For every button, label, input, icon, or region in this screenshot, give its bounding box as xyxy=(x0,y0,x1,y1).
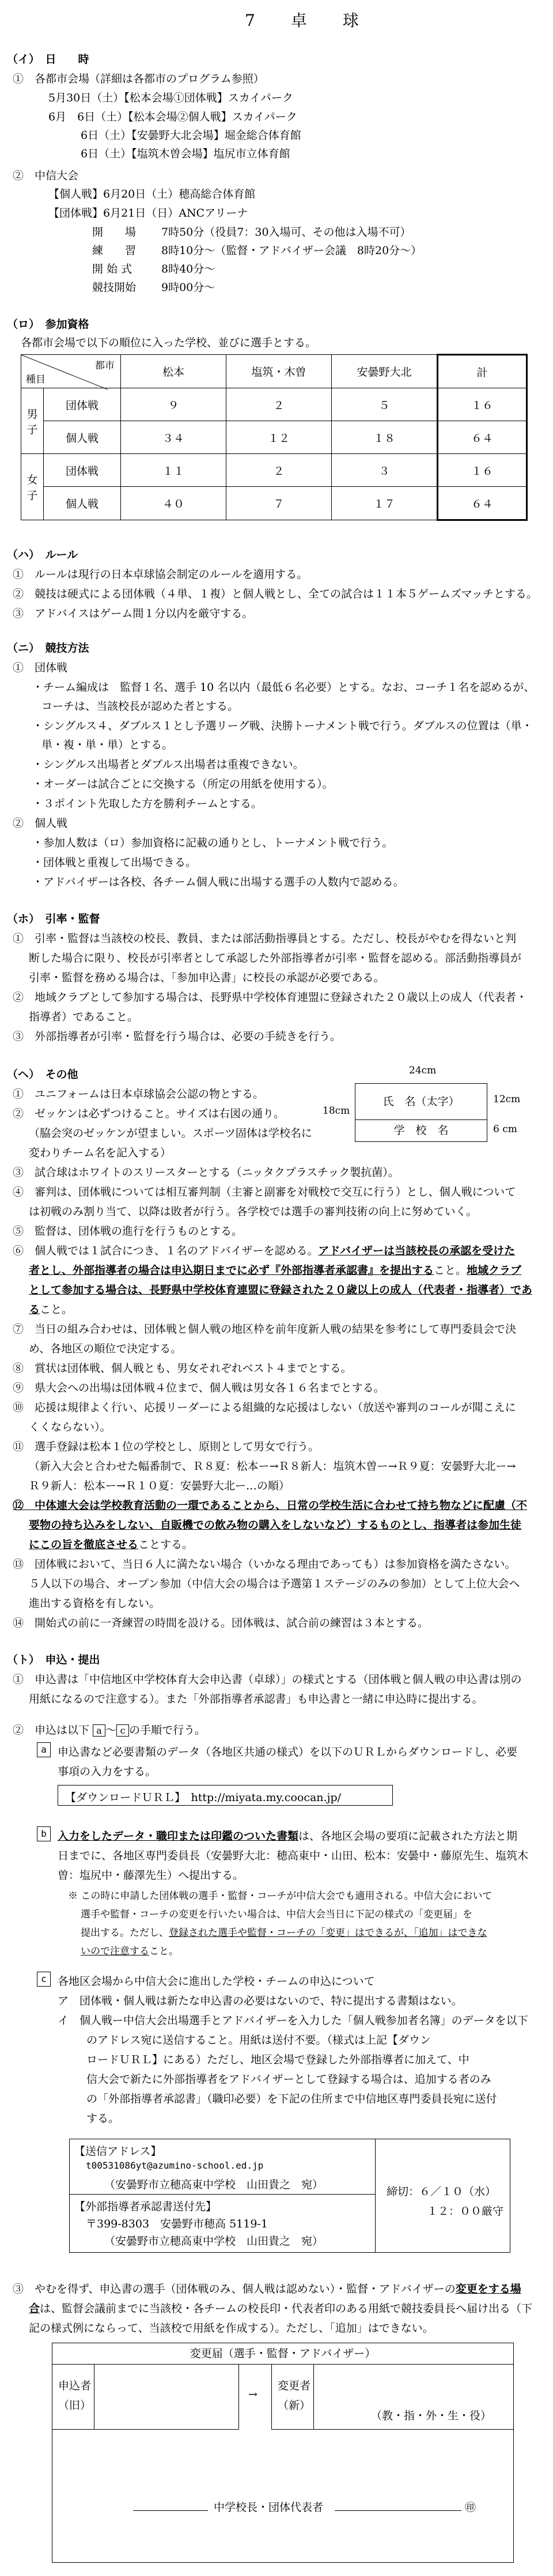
team-date: 【団体戦】6月21日（日）ANCアリーナ xyxy=(48,207,248,220)
section-datetime-heading: （イ） 日 時 xyxy=(7,53,89,66)
other-6c xyxy=(29,1281,532,1297)
step-a-1: 申込書など必要書類のデータ（各地区共通の様式）を以下のＵＲＬからダウンロードし、必要 xyxy=(58,1746,518,1758)
method-team-3: ・シングルス出場者とダブルス出場者は重複できない。 xyxy=(32,758,304,771)
rule-1: ① ルールは現行の日本卓球協会制定のルールを適用する。 xyxy=(13,568,308,581)
cell-total: ６４ xyxy=(438,421,527,454)
local-venues-label: ① 各都市会場（詳細は各都市のプログラム参照） xyxy=(13,73,264,85)
other-5: ⑤ 監督は、団体戦の進行を行うものとする。 xyxy=(13,1225,243,1238)
group-girls: 女子 xyxy=(21,454,44,520)
step-b-note-1: ※ この時に申請した団体戦の選手・監督・コーチが中信大会でも適用される。中信大会において xyxy=(68,1890,493,1902)
schedule-open-label: 開 場 xyxy=(92,226,137,239)
other-12b: 要物の持ち込みをしない、自販機での飲み物の購入をしないなど）するものとし、指導者は参加生徒 xyxy=(29,1519,522,1531)
step-a-label: a xyxy=(37,1742,51,1757)
cell: １８ xyxy=(332,421,438,454)
change-form-new-label xyxy=(271,2365,314,2430)
other-6a-text: ⑥ 個人戦では１試合につき、１名のアドバイザーを認める。 xyxy=(13,1245,319,1257)
mail-address-postal: 〒399-8303 安曇野市穂高 5119-1 xyxy=(86,2218,268,2230)
other-2a: ② ゼッケンは必ずつけること。サイズは右図の通り。 xyxy=(13,1107,285,1120)
event-team: 団体戦 xyxy=(44,454,121,487)
app-3b xyxy=(29,2300,532,2316)
other-6b-text: こと。 xyxy=(434,1264,467,1277)
other-6d-text: こと。 xyxy=(40,1303,73,1316)
rule-3: ③ アドバイスはゲーム間１分以内を厳守する。 xyxy=(13,607,253,620)
download-url[interactable]: 【ダウンロードＵＲＬ】 http://miyata.my.coocan.jp/ xyxy=(65,1791,342,1804)
step-a-2: 事項の入力をする。 xyxy=(58,1765,157,1778)
rule-2: ② 競技は硬式による団体戦（４単、１複）と個人戦とし、全ての試合は１１本５ゲームズマッチとする。 xyxy=(13,588,537,600)
event-team: 団体戦 xyxy=(44,388,121,421)
cell-total: ６４ xyxy=(438,487,527,520)
method-team-4: ・オーダーは試合ごとに交換する（所定の用紙を使用する）。 xyxy=(32,778,334,790)
leader-1a: ① 引率・監督は当該校の校長、教員、または部活動指導員とする。ただし、校長がやむを得ないと判 xyxy=(13,932,517,945)
event-individual: 個人戦 xyxy=(44,487,121,520)
step-c-marker: c xyxy=(116,1724,129,1737)
old-label-2: （旧） xyxy=(58,2399,92,2412)
other-4b: は初戦のみ割り当て、以降は敗者が行う。各学校では選手の審判技術の向上に努めていく。 xyxy=(29,1205,478,1218)
step-c-6: 信大会で新たに外部指導者をアドバイザーとして登録する場合は、追加する者のみ xyxy=(86,2073,491,2086)
leader-2a: ② 地域クラブとして参加する場合は、長野県中学校体育連盟に登録された２０歳以上の成人（代表者・ xyxy=(13,991,528,1004)
schedule-start-value: 9時00分～ xyxy=(161,281,215,294)
other-6a xyxy=(13,1242,515,1258)
other-7b: め、各地区の順位で決定する。 xyxy=(29,1342,182,1355)
venue-line-3: 6日（土）【安曇野大北会場】堀金総合体育館 xyxy=(81,129,301,142)
step-b-note-3-text: 提出する。ただし、 xyxy=(81,1927,169,1939)
other-6b-underline-2: 地域クラブ xyxy=(467,1264,522,1277)
event-individual: 個人戦 xyxy=(44,421,121,454)
method-ind-2: ・団体戦と重複して出場できる。 xyxy=(32,856,197,869)
other-13b: ５人以下の場合、オープン参加（中信大会の場合は予選第１ステージのみの参加）として上位大会へ xyxy=(29,1578,520,1590)
cell-total: １６ xyxy=(438,454,527,487)
other-10b: くくならない）。 xyxy=(29,1421,111,1433)
method-team-2: ・シングルス４、ダブルス１とし予選リーグ戦、決勝トーナメント戦で行う。ダブルスの位置は（単・ xyxy=(32,720,533,732)
cell: ４０ xyxy=(121,487,226,520)
bib-school-area: 学 校 名 xyxy=(393,1124,449,1137)
other-6d xyxy=(29,1301,73,1317)
cell-total: １６ xyxy=(438,388,527,421)
cell: １７ xyxy=(332,487,438,520)
change-form xyxy=(52,2343,514,2563)
app-2-end: の手順で行う。 xyxy=(129,1724,206,1737)
step-b-note-3 xyxy=(81,1924,487,1939)
section-method-heading: （ニ） 競技方法 xyxy=(7,642,89,655)
role-options: （教・指・外・生・役） xyxy=(371,2409,492,2422)
new-label-2: （新） xyxy=(278,2399,311,2412)
schedule-ceremony-label: 開 始 式 xyxy=(92,263,132,275)
other-6c-underline: として参加する場合は、長野県中学校体育連盟に登録された２０歳以上の成人（代表者・指導者）であ xyxy=(29,1284,533,1296)
other-14: ⑭ 開始式の前に一斉練習の時間を設ける。団体戦は、試合前の練習は３本とする。 xyxy=(13,1617,429,1629)
bib-diagram xyxy=(355,1083,487,1142)
other-8: ⑧ 賞状は団体戦、個人戦とも、男女それぞれベスト４までとする。 xyxy=(13,1362,352,1375)
bib-school-height-label: 6 cm xyxy=(493,1124,517,1135)
step-b-2: 日までに、各地区専門委員長（安曇野大北：穂高東中・山田、松本：安曇中・藤原先生、塩筑木 xyxy=(58,1849,529,1862)
leader-2b: 指導者）であること。 xyxy=(29,1011,139,1023)
individual-event-label: ② 個人戦 xyxy=(13,817,68,830)
cell: ２ xyxy=(226,454,332,487)
individual-date: 【個人戦】6月20日（土）穂高総合体育館 xyxy=(48,188,256,201)
step-b-note-4 xyxy=(81,1943,179,1957)
step-b-label: b xyxy=(37,1826,51,1841)
table-row xyxy=(21,421,527,454)
step-b-note-3-underline: 登録された選手や監督・コーチの「変更」はできるが、「追加」はできな xyxy=(169,1927,487,1939)
step-b-1-text: は、各地区会場の要項に記載された方法と期 xyxy=(298,1830,518,1843)
method-team-1b: コーチは、当該校長が認めた者とする。 xyxy=(41,700,239,713)
other-2c: 変わりチーム名を記入する） xyxy=(29,1147,172,1159)
page-title: 7 卓 球 xyxy=(245,11,360,30)
schedule-open-value: 7時50分（役員7：30入場可、その他は入場不可） xyxy=(161,226,411,239)
bib-name-height-label: 12cm xyxy=(493,1094,521,1105)
step-c-label: c xyxy=(37,1972,51,1987)
send-address-cell xyxy=(70,2139,376,2195)
step-c-4: のアドレス宛に送信すること。用紙は送付不要。（様式は上記【ダウン xyxy=(86,2034,431,2047)
cell: ９ xyxy=(121,388,226,421)
step-b-note-4-underline: いので注意する xyxy=(81,1946,149,1957)
new-label: 変更者 xyxy=(278,2380,311,2392)
bib-height-label: 18cm xyxy=(323,1105,350,1117)
step-b-note-4-text: こと。 xyxy=(149,1946,179,1957)
send-address-recipient: （安曇野市立穂高東中学校 山田貴之 宛） xyxy=(104,2178,324,2191)
change-form-title: 変更届（選手・監督・アドバイザー） xyxy=(52,2343,513,2365)
header-total: 計 xyxy=(438,355,527,388)
method-team-5: ・３ポイント先取した方を勝利チームとする。 xyxy=(32,797,263,810)
step-a-marker: a xyxy=(93,1724,105,1737)
other-9: ⑨ 県大会への出場は団体戦４位まで、個人戦は男女各１６名までとする。 xyxy=(13,1382,385,1394)
header-enchiku-kiso: 塩筑・木曽 xyxy=(226,355,332,388)
other-6b-underline: 者とし、外部指導者の場合は申込期日までに必ず『外部指導者承認書』を提出する xyxy=(29,1264,434,1277)
new-name-field[interactable] xyxy=(313,2365,513,2430)
group-boys: 男子 xyxy=(21,388,44,454)
cell: ７ xyxy=(226,487,332,520)
principal-name-line[interactable] xyxy=(335,2510,461,2511)
other-3: ③ 試合球はホワイトのスリースターとする（ニッタクプラスチック製抗菌）。 xyxy=(13,1166,399,1179)
step-b-1 xyxy=(58,1828,517,1843)
venue-line-1: 5月30日（土）【松本会場①団体戦】スカイパーク xyxy=(48,92,293,104)
other-10a: ⑩ 応援は規律よく行い、応援リーダーによる組織的な応援はしない（放送や審判のコールが聞こえに xyxy=(13,1401,516,1414)
principal-label: 中学校長・団体代表者 xyxy=(214,2501,324,2514)
cell: １２ xyxy=(226,421,332,454)
contact-box xyxy=(69,2139,510,2253)
other-11c: Ｒ９新人：松本ー→Ｒ１０夏：安曇野大北ー…の順） xyxy=(29,1480,290,1492)
app-3c: 記の様式例にならって、当該校で用紙を作成する）。ただし、「追加」はできない。 xyxy=(29,2322,434,2335)
leader-1b: 断した場合に限り、校長が引率者として承認した外部指導者が引率・監督を認める。部活動指導員が xyxy=(29,952,522,964)
other-12c xyxy=(29,1536,193,1552)
step-c-3: イ 個人戦ー中信大会出場選手とアドバイザーを入力した「個人戦参加者名簿」のデータを以下 xyxy=(58,2014,528,2027)
other-13c: 進出する資格を有しない。 xyxy=(29,1597,161,1610)
table-row xyxy=(21,487,527,520)
app-3b-text: は、監督会議前までに当該校・各チームの校長印・代表者印のある用紙で競技委員長へ届け出る（下 xyxy=(40,2302,533,2315)
seal-icon: ㊞ xyxy=(465,2501,476,2514)
app-3a-underline: 変更をする場 xyxy=(455,2283,521,2295)
app-3b-underline: 合 xyxy=(29,2302,40,2315)
other-6a-underline: アドバイザーは当該校長の承認を受けた xyxy=(318,1245,516,1257)
step-c-1: 各地区会場から中信大会に進出した学校・チームの申込について xyxy=(58,1975,375,1988)
schedule-ceremony-value: 8時40分～ xyxy=(161,263,215,275)
leader-1c: 引率・監督を務める場合は、「参加申込書」に校長の承認が必要である。 xyxy=(29,971,385,984)
mail-address-cell xyxy=(70,2195,376,2252)
mail-address-heading: 【外部指導者承認書送付先】 xyxy=(74,2200,217,2213)
old-name-field[interactable] xyxy=(94,2365,239,2430)
header-city: 都市 xyxy=(95,360,115,372)
other-1: ① ユニフォームは日本卓球協会公認の物とする。 xyxy=(13,1088,264,1100)
table-corner-cell xyxy=(21,355,121,388)
section-other-heading: （ヘ） その他 xyxy=(7,1068,78,1081)
method-team-2b: 単・複・単・単）とする。 xyxy=(41,739,173,751)
venue-line-2: 6月 6日（土）【松本会場②個人戦】スカイパーク xyxy=(48,111,297,123)
method-ind-3: ・アドバイザーは各校、各チーム個人戦に出場する選手の人数内で認める。 xyxy=(32,876,404,888)
step-c-7: の「外部指導者承認書」（職印必要）を下記の住所まで中信地区専門委員長宛に送付 xyxy=(86,2093,497,2105)
other-11b: （新入大会と合わせた幅番制で、Ｒ８夏：松本ー→Ｒ８新人：塩筑木曽ー→Ｒ９夏：安曇野大北ー→ xyxy=(29,1460,516,1473)
deadline-time: １２：００厳守 xyxy=(427,2205,504,2218)
other-12c-text: ことする。 xyxy=(138,1538,194,1551)
old-label: 申込者 xyxy=(58,2380,92,2392)
team-event-label: ① 団体戦 xyxy=(13,661,68,674)
section-application-heading: （ト） 申込・提出 xyxy=(7,1654,100,1666)
step-b-1-underline: 入力をしたデータ・職印または印鑑のついた書類 xyxy=(58,1830,299,1843)
header-event: 種目 xyxy=(26,374,46,385)
step-b-3: 曽：塩尻中・藤澤先生）へ提出する。 xyxy=(58,1869,244,1882)
cell: ３ xyxy=(332,454,438,487)
other-4a: ④ 審判は、団体戦については相互審判制（主審と副審を対戦校で交互に行う）とし、個人戦について xyxy=(13,1186,516,1198)
venue-line-4: 6日（土）【塩筑木曽会場】塩尻市立体育館 xyxy=(81,147,290,160)
other-2b: （脇会突のゼッケンが望ましい。スポーツ固体は学校名に xyxy=(29,1127,312,1140)
chushin-tournament-label: ② 中信大会 xyxy=(13,169,79,182)
other-13a: ⑬ 団体戦において、当日６人に満たない場合（いかなる理由であっても）は参加資格を満たさない。 xyxy=(13,1558,516,1571)
header-azumino-daihoku: 安曇野大北 xyxy=(332,355,438,388)
step-c-2: ア 団体戦・個人戦は新たな申込書の必要はないので、特に提出する書類はない。 xyxy=(58,1995,463,2007)
cell: ２ xyxy=(226,388,332,421)
schedule-start-label: 競技開始 xyxy=(92,281,137,294)
other-7a: ⑦ 当日の組み合わせは、団体戦と個人戦の地区枠を前年度新人戦の結果を参考にして専門委員会で決 xyxy=(13,1323,517,1336)
app-2 xyxy=(13,1722,206,1737)
other-6d-underline: る xyxy=(29,1303,40,1316)
bib-name-area: 氏 名（太字） xyxy=(355,1084,487,1120)
leader-3: ③ 外部指導者が引率・監督を行う場合は、必要の手続きを行う。 xyxy=(13,1030,342,1043)
deadline-date: 締切：６／１０（水） xyxy=(387,2185,497,2198)
mail-address-recipient: （安曇野市立穂高東中学校 山田貴之 宛） xyxy=(104,2235,324,2248)
step-c-5: ロードＵＲＬ】にある）ただし、地区会場で登録した外部指導者に加えて、中 xyxy=(86,2053,469,2066)
step-b-note-2: 選手や監督・コーチの変更を行いたい場合は、中信大会当日に下記の様式の「変更届」を xyxy=(81,1909,472,1920)
cell: １１ xyxy=(121,454,226,487)
other-12c-underline: にこの旨を徹底させる xyxy=(29,1538,139,1551)
app-1a: ① 申込書は「中信地区中学校体育大会申込書（卓球）」の様式とする（団体戦と個人戦の申込書は別の xyxy=(13,1673,522,1686)
cell: ３４ xyxy=(121,421,226,454)
bib-width-label: 24cm xyxy=(409,1065,437,1076)
cell: ５ xyxy=(332,388,438,421)
app-2-tilde: ～ xyxy=(105,1724,117,1737)
method-team-1: ・チーム編成は 監督１名、選手 10 名以内（最低６名必要）とする。なお、コーチ１名を認めるが、 xyxy=(32,681,535,694)
section-rules-heading: （ハ） ルール xyxy=(7,549,78,561)
table-row xyxy=(21,388,527,421)
eligibility-intro: 各都市会場で以下の順位に入った学校、並びに選手とする。 xyxy=(21,336,317,349)
app-1b: 用紙になるので注意する）。また「外部指導者承認書」も申込書と一緒に申込時に提出する。 xyxy=(29,1693,483,1705)
schedule-practice-label: 練 習 xyxy=(92,244,137,257)
download-url-box xyxy=(58,1785,393,1806)
change-form-old-label xyxy=(52,2365,94,2430)
other-12a: ⑫ 中体連大会は学校教育活動の一環であることから、日常の学校生活に合わせて持ち物などに配慮（不 xyxy=(13,1499,528,1512)
other-11a: ⑪ 選手登録は松本１位の学校とし、原則として男女で行う。 xyxy=(13,1440,320,1453)
app-3a-text: ③ やむを得ず、申込書の選手（団体戦のみ、個人戦は認めない）・監督・アドバイザーの xyxy=(13,2283,456,2295)
section-eligibility-heading: （ロ） 参加資格 xyxy=(7,318,89,331)
app-3a xyxy=(13,2280,521,2296)
eligibility-table xyxy=(21,354,528,521)
table-row xyxy=(21,454,527,487)
school-name-line[interactable] xyxy=(133,2510,208,2511)
other-6b xyxy=(29,1262,521,1277)
arrow-icon: → xyxy=(248,2388,257,2401)
step-c-8: する。 xyxy=(86,2112,120,2125)
method-ind-1: ・参加人数は（ロ）参加資格に記載の通りとし、トーナメント戦で行う。 xyxy=(32,837,393,849)
send-address-email[interactable]: t00531086yt@azumino-school.ed.jp xyxy=(86,2160,264,2171)
send-address-heading: 【送信アドレス】 xyxy=(74,2145,162,2158)
app-2-text: ② 申込は以下 xyxy=(13,1724,90,1737)
header-matsumoto: 松本 xyxy=(121,355,226,388)
section-leader-heading: （ホ） 引率・監督 xyxy=(7,913,100,925)
schedule-practice-value: 8時10分～（監督・アドバイザー会議 8時20分～） xyxy=(161,244,422,257)
